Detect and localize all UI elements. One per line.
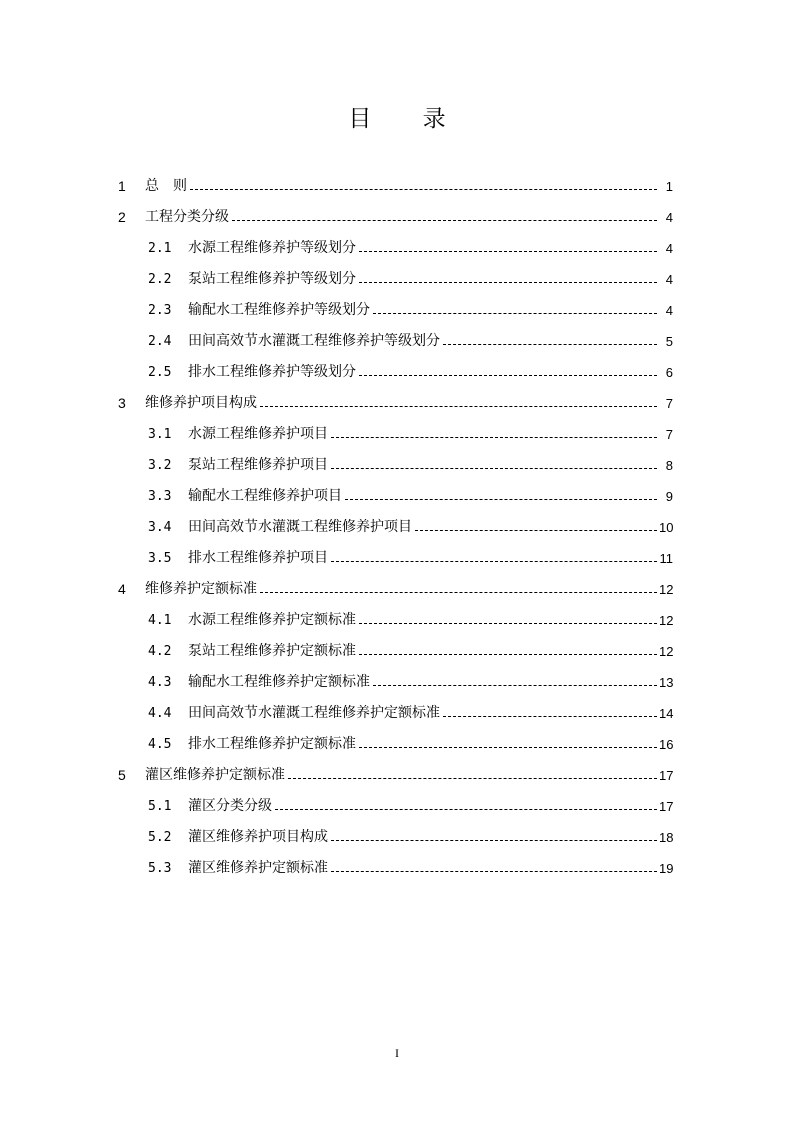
dotted-leader bbox=[373, 685, 657, 686]
toc-entry-page: 11 bbox=[659, 551, 673, 566]
dotted-leader bbox=[443, 716, 657, 717]
toc-section-entry[interactable] bbox=[0, 667, 794, 698]
toc-entry-page: 17 bbox=[659, 768, 674, 783]
toc-entry-number: 5.3 bbox=[148, 861, 172, 876]
toc-entry-number: 2.3 bbox=[148, 303, 172, 318]
toc-section-entry[interactable] bbox=[0, 512, 794, 543]
toc-entry-number: 4.2 bbox=[148, 644, 172, 659]
toc-section-entry[interactable] bbox=[0, 264, 794, 295]
toc-entry-label: 维修养护项目构成 bbox=[145, 395, 257, 411]
toc-title: 目 录 bbox=[348, 106, 468, 132]
dotted-leader bbox=[359, 375, 657, 376]
toc-entry-number: 5.2 bbox=[148, 830, 172, 845]
toc-section-entry[interactable] bbox=[0, 543, 794, 574]
toc-entry-number: 4.4 bbox=[148, 706, 172, 721]
table-of-contents bbox=[0, 171, 794, 884]
toc-entry-number: 2.4 bbox=[148, 334, 172, 349]
toc-entry-page: 10 bbox=[659, 520, 674, 535]
dotted-leader bbox=[359, 623, 657, 624]
toc-chapter-entry[interactable] bbox=[0, 574, 794, 605]
toc-section-entry[interactable] bbox=[0, 605, 794, 636]
toc-section-entry[interactable] bbox=[0, 481, 794, 512]
toc-entry-label: 排水工程维修养护等级划分 bbox=[188, 364, 356, 380]
toc-entry-label: 田间高效节水灌溉工程维修养护定额标准 bbox=[188, 705, 440, 721]
toc-chapter-entry[interactable] bbox=[0, 760, 794, 791]
toc-entry-number: 1 bbox=[118, 178, 126, 194]
toc-chapter-entry[interactable] bbox=[0, 388, 794, 419]
toc-entry-page: 7 bbox=[665, 396, 673, 411]
toc-entry-label: 维修养护定额标准 bbox=[145, 581, 257, 597]
toc-section-entry[interactable] bbox=[0, 357, 794, 388]
toc-section-entry[interactable] bbox=[0, 822, 794, 853]
toc-entry-label: 输配水工程维修养护等级划分 bbox=[188, 302, 370, 318]
dotted-leader bbox=[331, 871, 657, 872]
dotted-leader bbox=[443, 344, 657, 345]
toc-entry-number: 4 bbox=[118, 581, 126, 597]
toc-entry-label: 灌区维修养护项目构成 bbox=[188, 829, 328, 845]
toc-entry-number: 2.1 bbox=[148, 241, 172, 256]
toc-chapter-entry[interactable] bbox=[0, 171, 794, 202]
dotted-leader bbox=[373, 313, 657, 314]
dotted-leader bbox=[331, 840, 657, 841]
dotted-leader bbox=[331, 468, 657, 469]
toc-entry-label: 泵站工程维修养护定额标准 bbox=[188, 643, 356, 659]
toc-entry-page: 19 bbox=[659, 861, 674, 876]
toc-section-entry[interactable] bbox=[0, 326, 794, 357]
toc-entry-label: 灌区维修养护定额标准 bbox=[188, 860, 328, 876]
toc-entry-page: 4 bbox=[665, 241, 673, 256]
toc-entry-page: 17 bbox=[659, 799, 674, 814]
dotted-leader bbox=[260, 592, 657, 593]
toc-entry-page: 9 bbox=[665, 489, 673, 504]
toc-entry-page: 4 bbox=[665, 303, 673, 318]
toc-entry-label: 排水工程维修养护项目 bbox=[188, 550, 328, 566]
toc-entry-number: 4.3 bbox=[148, 675, 172, 690]
toc-section-entry[interactable] bbox=[0, 233, 794, 264]
toc-entry-number: 2.5 bbox=[148, 365, 172, 380]
toc-entry-page: 6 bbox=[665, 365, 673, 380]
toc-entry-number: 3.3 bbox=[148, 489, 172, 504]
toc-entry-page: 13 bbox=[659, 675, 674, 690]
toc-entry-number: 3.1 bbox=[148, 427, 172, 442]
toc-section-entry[interactable] bbox=[0, 791, 794, 822]
toc-entry-number: 5.1 bbox=[148, 799, 172, 814]
toc-entry-page: 1 bbox=[665, 179, 673, 194]
dotted-leader bbox=[359, 251, 657, 252]
toc-entry-label: 田间高效节水灌溉工程维修养护项目 bbox=[188, 519, 412, 535]
toc-entry-number: 2 bbox=[118, 209, 126, 225]
toc-entry-label: 排水工程维修养护定额标准 bbox=[188, 736, 356, 752]
dotted-leader bbox=[345, 499, 657, 500]
toc-entry-number: 2.2 bbox=[148, 272, 172, 287]
toc-entry-label: 灌区分类分级 bbox=[188, 798, 272, 814]
toc-section-entry[interactable] bbox=[0, 636, 794, 667]
toc-entry-page: 18 bbox=[659, 830, 674, 845]
toc-entry-page: 4 bbox=[665, 210, 673, 225]
toc-section-entry[interactable] bbox=[0, 698, 794, 729]
toc-entry-number: 4.5 bbox=[148, 737, 172, 752]
toc-entry-page: 12 bbox=[659, 644, 674, 659]
toc-entry-label: 水源工程维修养护等级划分 bbox=[188, 240, 356, 256]
dotted-leader bbox=[288, 778, 657, 779]
dotted-leader bbox=[260, 406, 657, 407]
dotted-leader bbox=[232, 220, 657, 221]
toc-entry-page: 8 bbox=[665, 458, 673, 473]
dotted-leader bbox=[359, 747, 657, 748]
toc-entry-label: 泵站工程维修养护项目 bbox=[188, 457, 328, 473]
toc-section-entry[interactable] bbox=[0, 729, 794, 760]
toc-entry-number: 3.4 bbox=[148, 520, 172, 535]
dotted-leader bbox=[190, 189, 657, 190]
toc-entry-page: 7 bbox=[665, 427, 673, 442]
toc-entry-number: 3.5 bbox=[148, 551, 172, 566]
toc-entry-label: 田间高效节水灌溉工程维修养护等级划分 bbox=[188, 333, 440, 349]
toc-section-entry[interactable] bbox=[0, 295, 794, 326]
toc-entry-number: 4.1 bbox=[148, 613, 172, 628]
toc-entry-number: 5 bbox=[118, 767, 126, 783]
toc-entry-label: 水源工程维修养护定额标准 bbox=[188, 612, 356, 628]
toc-entry-label: 输配水工程维修养护项目 bbox=[188, 488, 342, 504]
toc-section-entry[interactable] bbox=[0, 450, 794, 481]
dotted-leader bbox=[359, 282, 657, 283]
toc-entry-page: 14 bbox=[659, 706, 674, 721]
dotted-leader bbox=[331, 437, 657, 438]
toc-entry-page: 5 bbox=[665, 334, 673, 349]
toc-entry-label: 水源工程维修养护项目 bbox=[188, 426, 328, 442]
toc-entry-number: 3 bbox=[118, 395, 126, 411]
toc-section-entry[interactable] bbox=[0, 419, 794, 450]
toc-entry-label: 灌区维修养护定额标准 bbox=[145, 767, 285, 783]
toc-section-entry[interactable] bbox=[0, 853, 794, 884]
dotted-leader bbox=[331, 561, 657, 562]
toc-chapter-entry[interactable] bbox=[0, 202, 794, 233]
toc-entry-label: 输配水工程维修养护定额标准 bbox=[188, 674, 370, 690]
page-number: I bbox=[395, 1046, 399, 1060]
toc-entry-page: 12 bbox=[659, 582, 674, 597]
toc-entry-page: 4 bbox=[665, 272, 673, 287]
dotted-leader bbox=[275, 809, 657, 810]
toc-entry-label: 泵站工程维修养护等级划分 bbox=[188, 271, 356, 287]
toc-entry-number: 3.2 bbox=[148, 458, 172, 473]
toc-entry-label: 工程分类分级 bbox=[145, 209, 229, 225]
toc-entry-page: 12 bbox=[659, 613, 674, 628]
toc-entry-label: 总 则 bbox=[145, 178, 187, 194]
dotted-leader bbox=[359, 654, 657, 655]
dotted-leader bbox=[415, 530, 657, 531]
toc-entry-page: 16 bbox=[659, 737, 674, 752]
